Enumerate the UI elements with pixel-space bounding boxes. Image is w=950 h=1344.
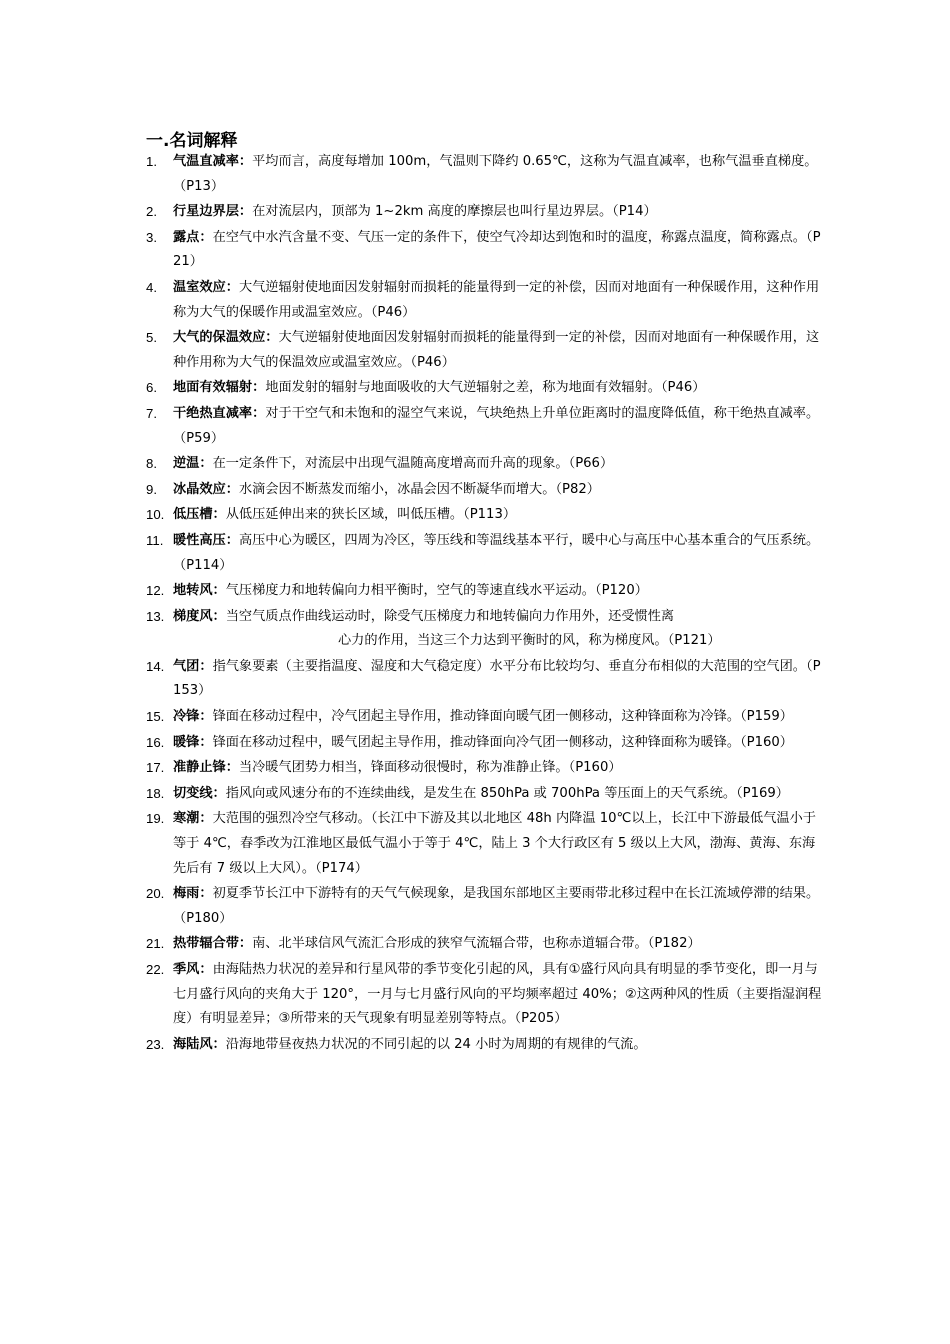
list-item [146,200,822,225]
item-term: 地转风： [173,583,226,599]
item-number: 14. [146,658,165,674]
item-definition: 在一定条件下，对流层中出现气温随高度增高而升高的现象。（P66） [212,456,614,472]
list-item [146,503,822,528]
item-term: 温室效应： [173,279,239,295]
list-item [146,276,822,325]
item-definition: 对于干空气和未饱和的湿空气来说，气块绝热上升单位距离时的温度降低值，称干绝热直减率。（P59） [173,405,820,446]
item-definition: 大气逆辐射使地面因发射辐射而损耗的能量得到一定的补偿，因而对地面有一种保暖作用，这种作用称为大气的保暖作用或温室效应。（P46） [173,279,820,320]
item-term: 寒潮： [173,811,213,827]
item-definition: 指气象要素（主要指温度、湿度和大气稳定度）水平分布比较均匀、垂直分布相似的大范围的空气团。（P153） [173,658,821,699]
list-item [146,655,822,704]
list-item [146,932,822,957]
item-number: 16. [146,734,165,750]
item-definition: 锋面在移动过程中，冷气团起主导作用，推动锋面向暖气团一侧移动，这种锋面称为冷锋。（P159） [212,709,793,725]
item-number: 15. [146,709,165,725]
list-item [146,452,822,477]
item-term: 逆温： [173,456,213,472]
item-definition: 指风向或风速分布的不连续曲线，是发生在 850hPa 或 700hPa 等压面上的天气系统。（P169） [225,785,789,801]
item-number: 9. [146,481,157,497]
item-number: 5. [146,330,157,346]
item-definition: 水滴会因不断蒸发而缩小，冰晶会因不断凝华而增大。（P82） [238,481,600,497]
item-definition-part-1: 当空气质点作曲线运动时，除受气压梯度力和地转偏向力作用外，还受惯性离 [225,608,675,624]
item-number: 21. [146,936,165,952]
item-number: 8. [146,456,157,472]
item-definition: 在对流层内，顶部为 1~2km 高度的摩擦层也叫行星边界层。（P14） [252,204,657,220]
item-definition: 当冷暖气团势力相当，锋面移动很慢时，称为准静止锋。（P160） [238,760,622,776]
item-number: 23. [146,1036,165,1052]
item-term: 暖性高压： [173,532,239,548]
list-item [146,1033,822,1058]
list-item [146,326,822,375]
list-item [146,958,822,1032]
item-term: 气团： [173,658,213,674]
item-definition: 气压梯度力和地转偏向力相平衡时，空气的等速直线水平运动。（P120） [225,583,648,599]
item-term: 季风： [173,962,213,977]
list-item [146,226,822,275]
item-definition: 从低压延伸出来的狭长区域，叫低压槽。（P113） [225,507,517,523]
item-term: 梅雨： [173,886,213,902]
item-term: 热带辐合带： [173,936,253,952]
item-number: 18. [146,785,165,801]
list-item [146,807,822,881]
list-item [146,782,822,807]
list-item [146,579,822,604]
item-number: 7. [146,405,157,421]
item-term: 气温直减率： [173,154,253,169]
item-term: 低压槽： [173,507,226,523]
item-term: 梯度风： [173,608,226,624]
item-definition: 大气逆辐射使地面因发射辐射而损耗的能量得到一定的补偿，因而对地面有一种保暖作用，这种作用称为大气的保温效应或温室效应。（P46） [173,330,820,370]
section-title: 一.名词解释 [146,131,238,151]
list-item [146,605,822,654]
item-term: 切变线： [173,785,226,801]
item-number: 1. [146,154,157,169]
list-item [146,478,822,503]
item-number: 4. [146,279,157,295]
item-number: 3. [146,229,157,245]
item-definition: 锋面在移动过程中，暖气团起主导作用，推动锋面向冷气团一侧移动，这种锋面称为暖锋。（P160） [212,734,793,750]
list-item [146,705,822,730]
item-number: 19. [146,811,165,827]
item-number: 12. [146,583,165,599]
item-number: 10. [146,507,165,523]
list-item [146,150,822,199]
item-term: 冰晶效应： [173,481,239,497]
list-item [146,402,822,451]
item-number: 20. [146,886,165,902]
item-term: 大气的保温效应： [173,330,279,346]
item-definition: 沿海地带昼夜热力状况的不同引起的以 24 小时为周期的有规律的气流。 [225,1036,647,1052]
item-number: 2. [146,204,157,220]
term-list [146,150,822,1058]
list-item [146,731,822,756]
item-number: 11. [146,532,164,548]
item-definition: 大范围的强烈冷空气移动。（长江中下游及其以北地区 48h 内降温 10℃以上，长江中下游最低气温小于等于 4℃，春季改为江淮地区最低气温小于等于 4℃，陆上 3 个大行政区有 5 级以上大风，渤海、黄海、东海先后有 7 级以上大风）。（P174） [173,811,816,876]
item-number: 13. [146,608,165,624]
item-number: 22. [146,962,165,977]
item-term: 冷锋： [173,709,213,725]
item-number: 6. [146,380,157,396]
item-definition: 平均而言，高度每增加 100m，气温则下降约 0.65℃，这称为气温直减率，也称气温垂直梯度。（P13） [173,154,818,194]
item-term: 地面有效辐射： [173,380,266,396]
item-definition: 由海陆热力状况的差异和行星风带的季节变化引起的风，具有①盛行风向具有明显的季节变化，即一月与七月盛行风向的夹角大于 120°，一月与七月盛行风向的平均频率超过 40%；②这两种风的性质（主要指湿润程度）有明显差异；③所带来的天气现象有明显差别等特点。（P205） [173,962,822,1027]
list-item [146,756,822,781]
item-term: 海陆风： [173,1036,226,1052]
item-term: 干绝热直减率： [173,405,266,421]
item-term: 准静止锋： [173,760,239,776]
item-definition-part-2: 心力的作用，当这三个力达到平衡时的风，称为梯度风。（P121） [338,633,721,649]
item-definition: 地面发射的辐射与地面吸收的大气逆辐射之差，称为地面有效辐射。（P46） [265,380,706,396]
item-term: 行星边界层： [173,204,253,220]
item-term: 暖锋： [173,734,213,750]
item-term: 露点： [173,229,213,245]
list-item [146,882,822,931]
item-definition: 在空气中水汽含量不变、气压一定的条件下，使空气冷却达到饱和时的温度，称露点温度，简称露点。（P21） [173,229,821,270]
list-item [146,529,822,578]
item-number: 17. [146,760,165,776]
item-definition: 高压中心为暖区，四周为冷区，等压线和等温线基本平行，暖中心与高压中心基本重合的气压系统。（P114） [173,532,820,573]
item-definition: 南、北半球信风气流汇合形成的狭窄气流辐合带，也称赤道辐合带。（P182） [252,936,701,952]
item-definition: 初夏季节长江中下游特有的天气气候现象，是我国东部地区主要雨带北移过程中在长江流域停滞的结果。（P180） [173,886,820,926]
list-item [146,376,822,401]
